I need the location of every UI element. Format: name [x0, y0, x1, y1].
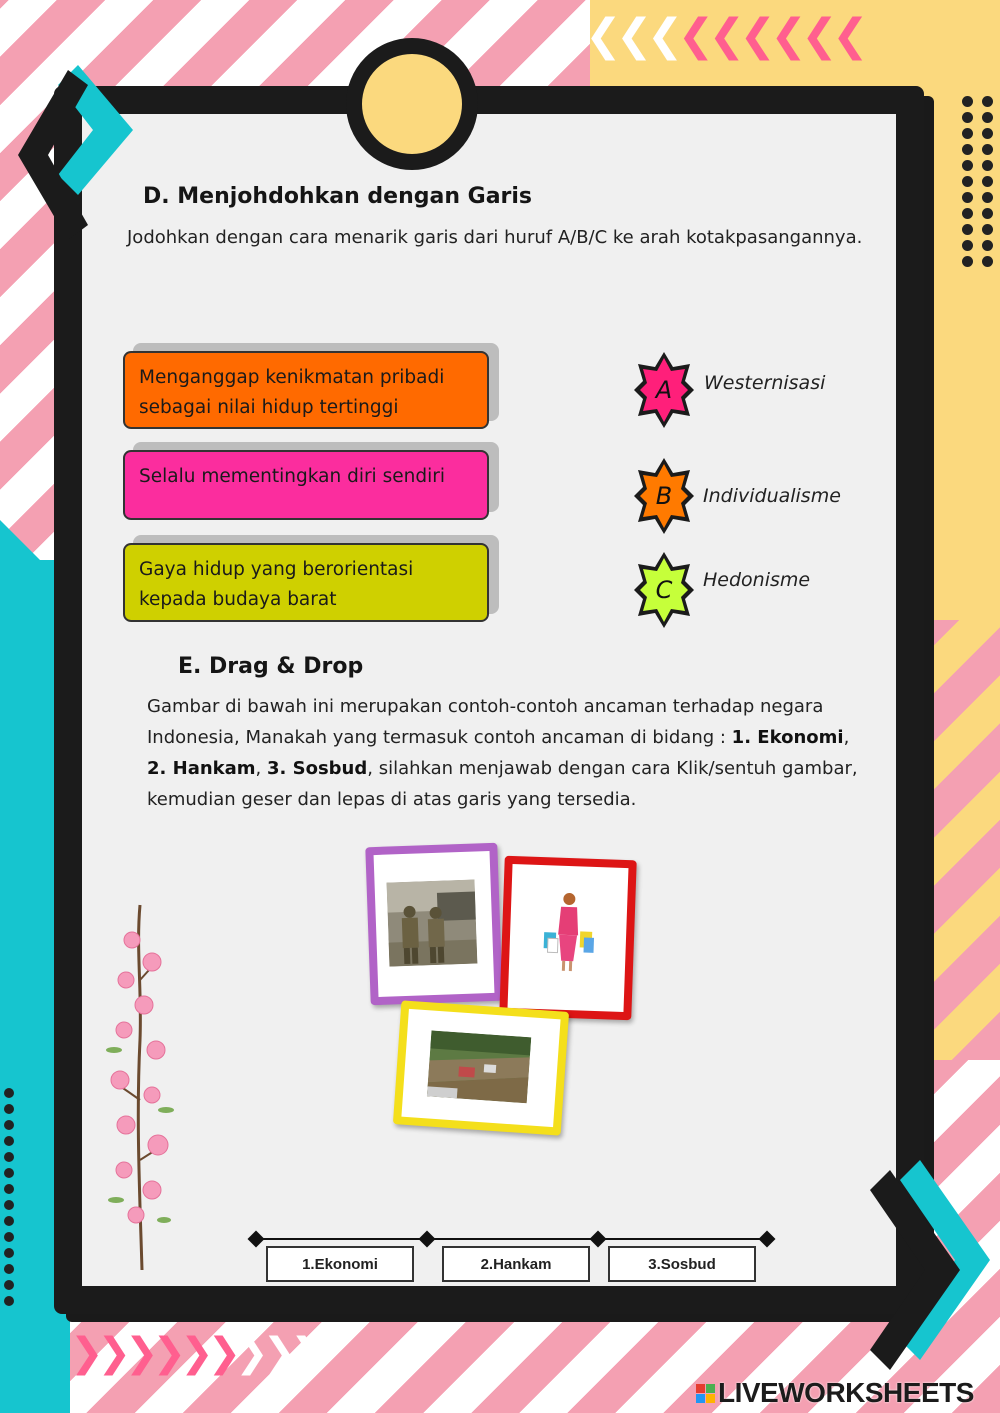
option-c-star[interactable]	[632, 550, 696, 630]
soldiers-photo	[387, 880, 478, 967]
statement-box-3[interactable]: Gaya hidup yang berorientasi kepada budaya barat	[123, 543, 489, 622]
top-chevrons-decoration: ❮❮❮❮❮❮❮❮❮	[585, 10, 863, 61]
option-b-label: Individualisme	[703, 485, 841, 507]
statement-box-1[interactable]: Menganggap kenikmatan pribadi sebagai nilai hidup tertinggi	[123, 351, 489, 429]
section-e-title: E. Drag & Drop	[178, 654, 364, 679]
logo-text: LIVEWORKSHEETS	[718, 1377, 974, 1408]
dot-column-decoration	[4, 1088, 18, 1306]
section-e-instruction: Gambar di bawah ini merupakan contoh-contoh ancaman terhadap negara Indonesia, Manakah yang termasuk contoh ancaman di bidang : 1. Ekonomi, 2. Hankam, 3. Sosbud, silahkan menjawab dengan cara Klik/sentuh gambar, kemudian geser dan lepas di atas garis yang tersedia.	[147, 696, 858, 810]
dot-grid-decoration	[962, 96, 996, 267]
option-b-star[interactable]	[632, 456, 696, 536]
logo-blocks-icon	[696, 1384, 715, 1403]
drag-card-shopper[interactable]	[499, 856, 637, 1021]
liveworksheets-logo	[696, 1376, 974, 1410]
option-a-star[interactable]	[632, 350, 696, 430]
option-a-letter: A	[655, 376, 673, 404]
flower-branch-decoration	[96, 900, 196, 1280]
drop-zone-ekonomi[interactable]: 1.Ekonomi	[266, 1246, 414, 1282]
drag-card-soldiers[interactable]	[365, 843, 502, 1006]
shopping-woman-photo	[529, 888, 608, 975]
option-a-label: Westernisasi	[704, 372, 826, 394]
circle-decoration	[346, 38, 478, 170]
drag-card-flood[interactable]	[393, 1000, 569, 1135]
option-b-letter: B	[655, 482, 673, 510]
drop-guide-line	[255, 1238, 767, 1240]
flood-river-photo	[427, 1030, 531, 1103]
drop-zone-sosbud[interactable]: 3.Sosbud	[608, 1246, 756, 1282]
option-c-letter: C	[655, 576, 673, 604]
bottom-chevrons-decoration: ❯❯❯❯❯❯❯❯❯	[70, 1330, 318, 1376]
statement-box-2[interactable]: Selalu mementingkan diri sendiri	[123, 450, 489, 520]
option-c-label: Hedonisme	[703, 569, 811, 591]
corner-bracket-decoration	[18, 60, 138, 250]
drop-zone-hankam[interactable]: 2.Hankam	[442, 1246, 590, 1282]
section-d-instruction: Jodohkan dengan cara menarik garis dari huruf A/B/C ke arah kotakpasangannya.	[127, 227, 863, 248]
corner-bracket-decoration	[860, 1150, 1000, 1380]
section-d-title: D. Menjohdohkan dengan Garis	[143, 184, 533, 209]
